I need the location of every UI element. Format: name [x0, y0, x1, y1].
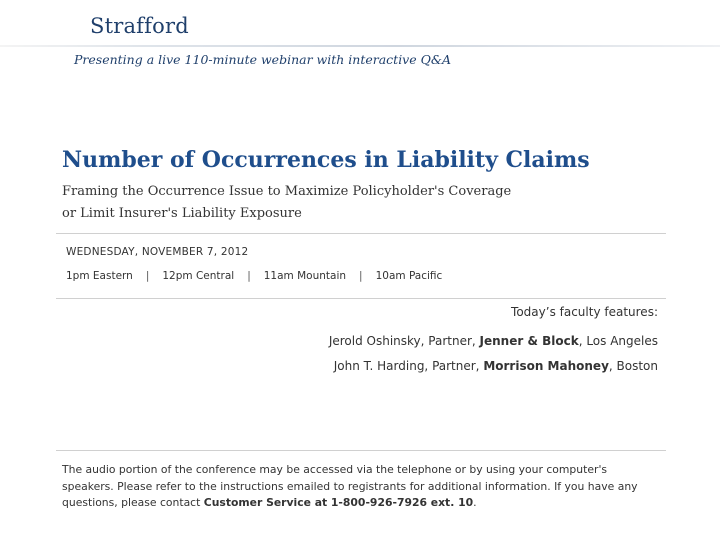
section-divider: [56, 233, 666, 234]
audio-instructions: [62, 462, 662, 512]
footer-period: .: [473, 496, 477, 509]
webinar-tagline: Presenting a live 110-minute webinar with interactive Q&A: [74, 52, 452, 67]
time-separator: |: [359, 270, 363, 282]
section-divider: [56, 298, 666, 299]
webinar-subtitle-line2: or Limit Insurer's Liability Exposure: [62, 206, 302, 221]
strafford-logo: Strafford: [90, 14, 189, 38]
webinar-title: Number of Occurrences in Liability Claims: [62, 147, 590, 173]
speaker-line: [334, 359, 658, 373]
customer-service-contact: Customer Service at 1-800-926-7926 ext. 10: [203, 496, 474, 509]
speaker-location: , Los Angeles: [578, 334, 658, 348]
time-central: 12pm Central: [162, 270, 235, 282]
webinar-subtitle-line1: Framing the Occurrence Issue to Maximize Policyholder's Coverage: [62, 184, 512, 199]
speaker-firm: Morrison Mahoney: [483, 359, 609, 373]
time-mountain: 11am Mountain: [263, 270, 347, 282]
speaker-name-title: Jerold Oshinsky, Partner,: [328, 334, 480, 348]
header-divider: [0, 45, 720, 47]
section-divider: [56, 450, 666, 451]
time-pacific: 10am Pacific: [375, 270, 443, 282]
time-separator: |: [247, 270, 251, 282]
speaker-firm: Jenner & Block: [479, 334, 579, 348]
speaker-line: [329, 334, 658, 348]
webinar-date: WEDNESDAY, NOVEMBER 7, 2012: [66, 246, 249, 258]
time-separator: |: [145, 270, 150, 282]
faculty-heading: Today’s faculty features:: [511, 305, 658, 319]
speaker-name-title: John T. Harding, Partner,: [333, 359, 484, 373]
audio-instructions-text: The audio portion of the conference may be accessed via the telephone or by using your computer's speakers. Please refer to the instructions emailed to registrants for additional information. If you have any questions, please contact: [62, 463, 638, 509]
time-eastern: 1pm Eastern: [66, 270, 133, 282]
webinar-times: [66, 270, 442, 282]
speaker-location: , Boston: [608, 359, 658, 373]
